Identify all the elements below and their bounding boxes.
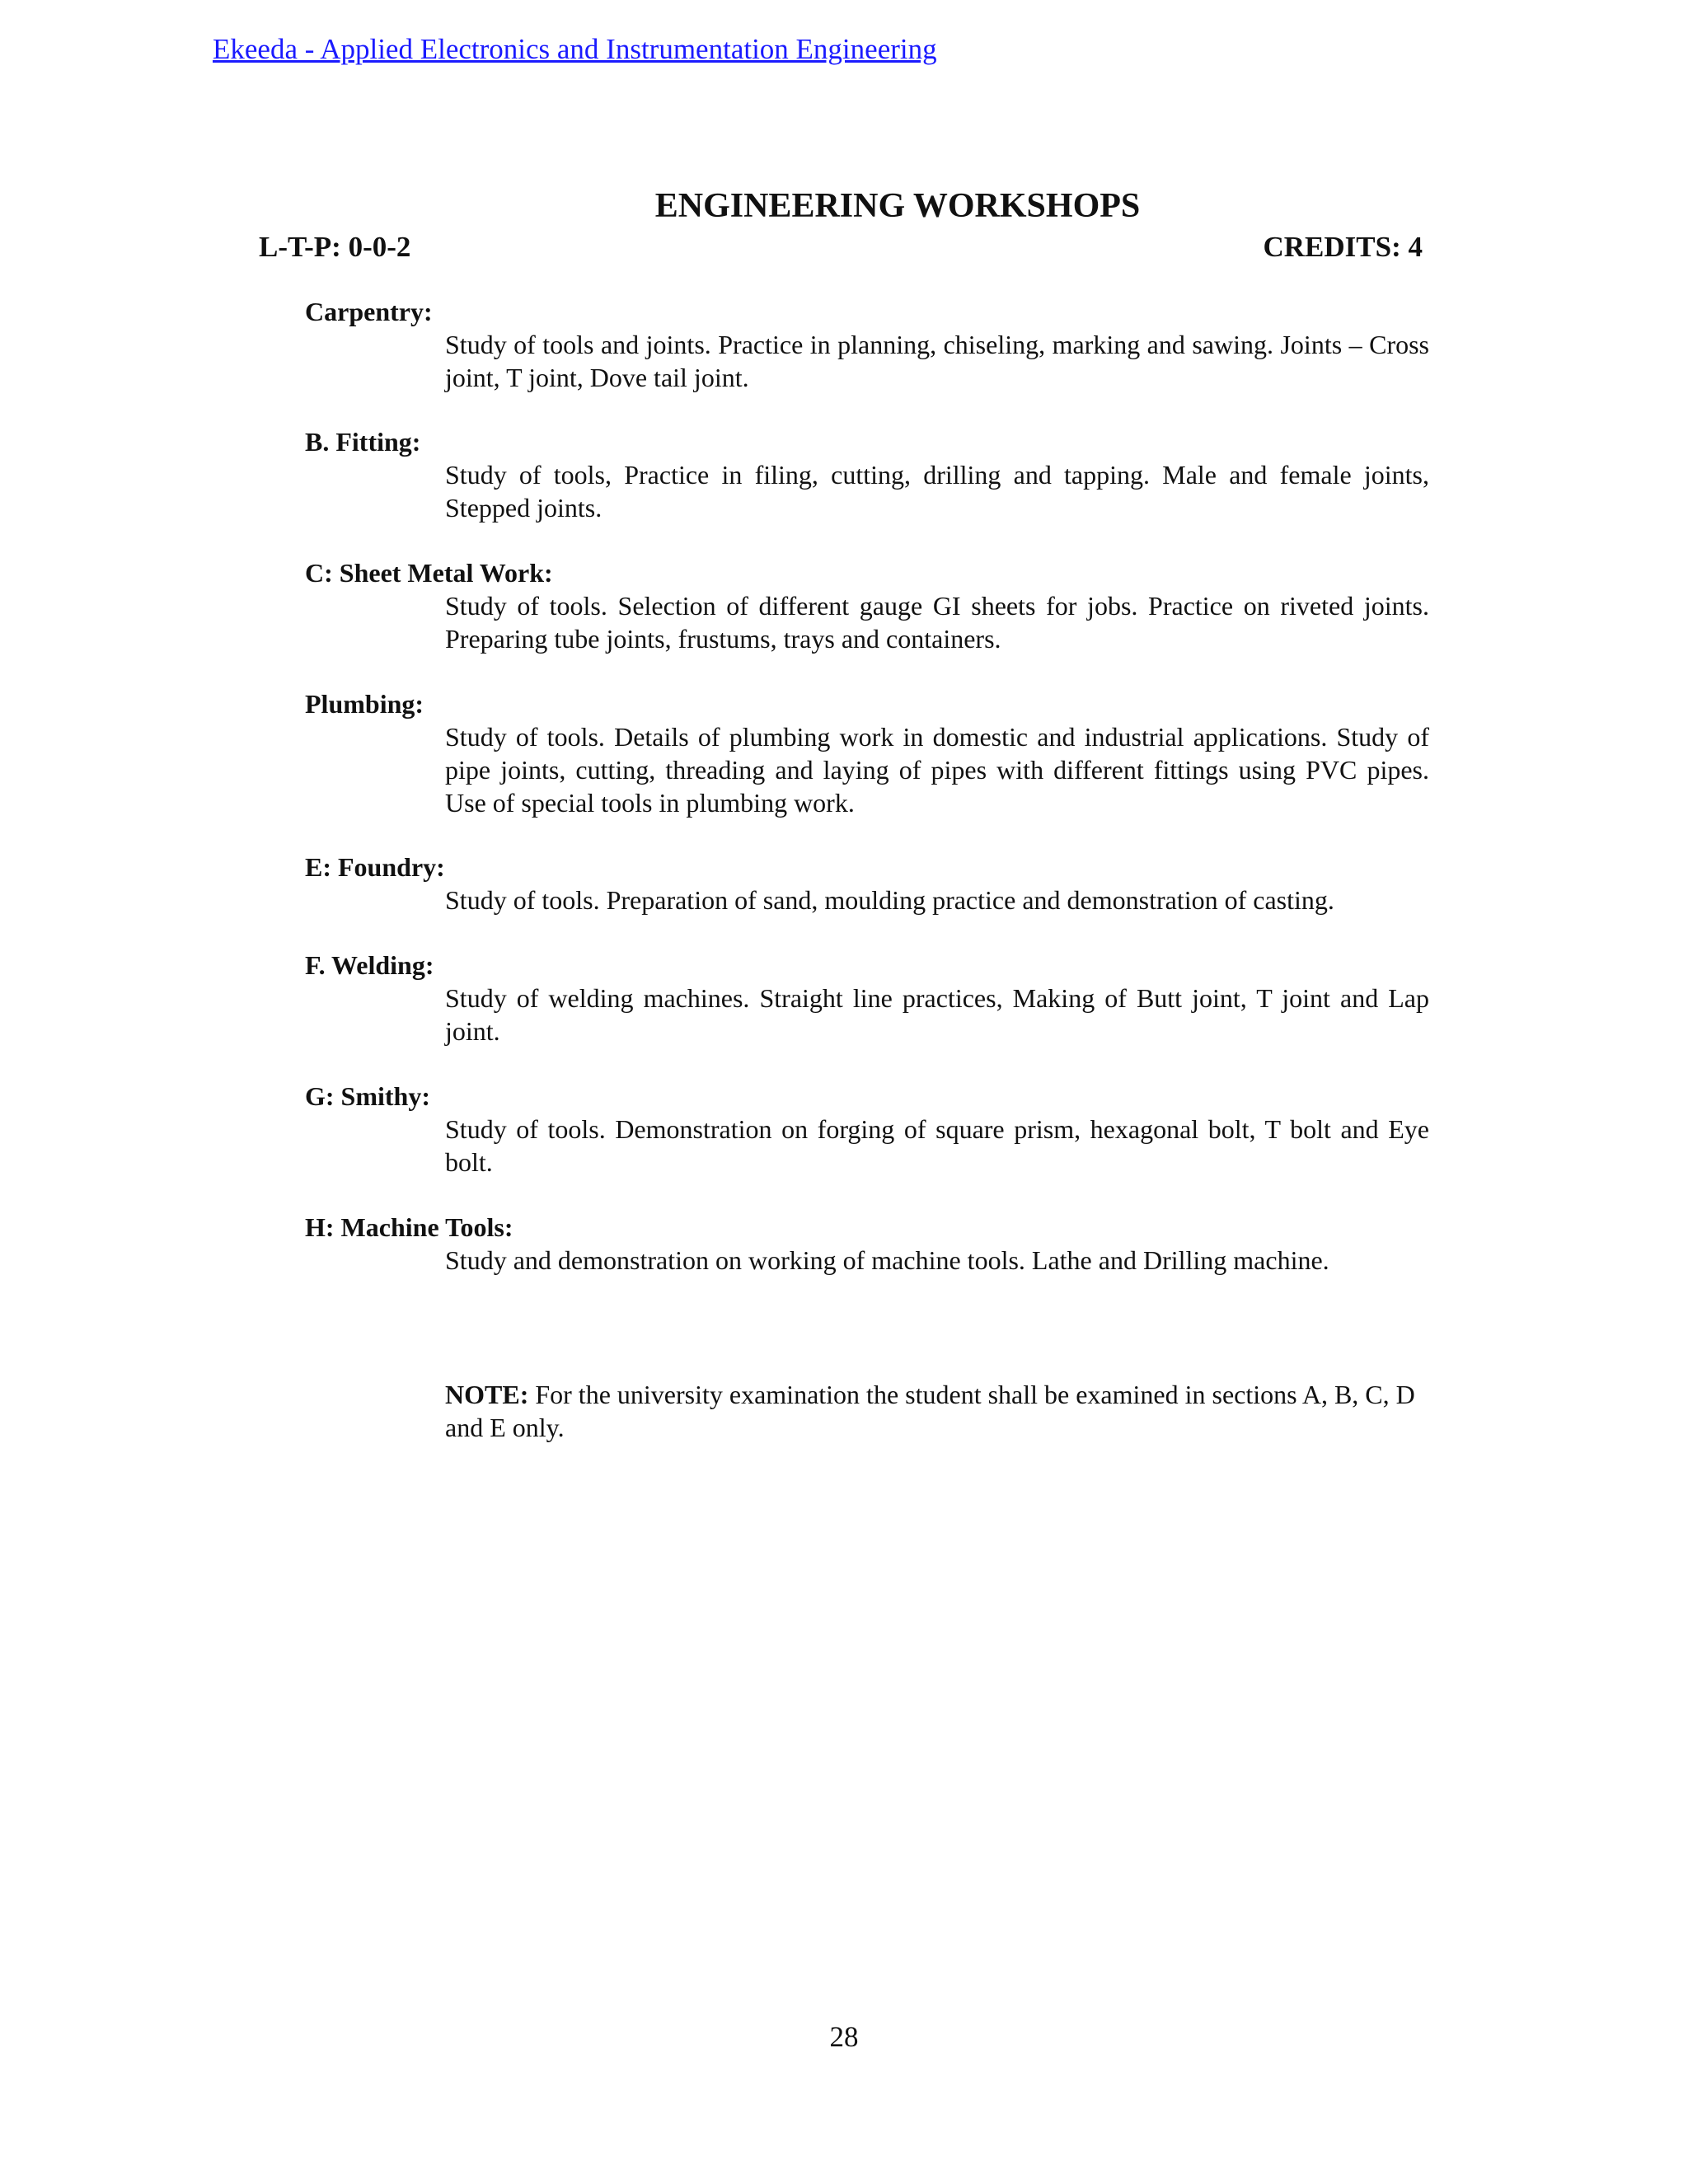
- section-body-foundry: Study of tools. Preparation of sand, moulding practice and demonstration of casting.: [445, 885, 1334, 915]
- section-heading-carpentry: Carpentry:: [305, 297, 433, 326]
- section-heading-sheet-metal: C: Sheet Metal Work:: [305, 558, 553, 588]
- section-body-machine-tools: Study and demonstration on working of machine tools. Lathe and Drilling machine.: [445, 1245, 1329, 1275]
- ltp-label: L-T-P: 0-0-2: [259, 231, 411, 263]
- page-number: 28: [829, 2021, 859, 2053]
- section-body-carpentry: Study of tools and joints. Practice in planning, chiseling, marking and sawing. Joints – Cross joint, T joint, Dove tail joint.: [445, 330, 1429, 392]
- section-heading-foundry: E: Foundry:: [305, 852, 445, 882]
- section-heading-welding: F. Welding:: [305, 950, 434, 980]
- section-body-plumbing: Study of tools. Details of plumbing work in domestic and industrial applications. Study of pipe joints, cutting, threading and laying of pipes with different fittings using PVC pipes. Use of special tools in plumbing work.: [445, 722, 1429, 818]
- section-heading-smithy: G: Smithy:: [305, 1081, 430, 1111]
- section-body-fitting: Study of tools, Practice in filing, cutting, drilling and tapping. Male and female joints, Stepped joints.: [445, 460, 1429, 523]
- section-body-sheet-metal: Study of tools. Selection of different gauge GI sheets for jobs. Practice on riveted joints. Preparing tube joints, frustums, trays and containers.: [445, 591, 1429, 654]
- credits-label: CREDITS: 4: [1263, 231, 1423, 263]
- note-label: NOTE:: [445, 1380, 529, 1409]
- page-title: ENGINEERING WORKSHOPS: [654, 187, 1141, 225]
- section-heading-plumbing: Plumbing:: [305, 689, 424, 719]
- section-heading-fitting: B. Fitting:: [305, 427, 421, 457]
- header-link[interactable]: Ekeeda - Applied Electronics and Instrumentation Engineering: [213, 33, 937, 65]
- section-heading-machine-tools: H: Machine Tools:: [305, 1212, 513, 1242]
- section-body-welding: Study of welding machines. Straight line practices, Making of Butt joint, T joint and Lap joint.: [445, 983, 1429, 1046]
- note-text: For the university examination the student shall be examined in sections A, B, C, D and E only.: [445, 1380, 1415, 1442]
- exam-note: [445, 1378, 1429, 1444]
- section-body-smithy: Study of tools. Demonstration on forging of square prism, hexagonal bolt, T bolt and Eye bolt.: [445, 1114, 1429, 1177]
